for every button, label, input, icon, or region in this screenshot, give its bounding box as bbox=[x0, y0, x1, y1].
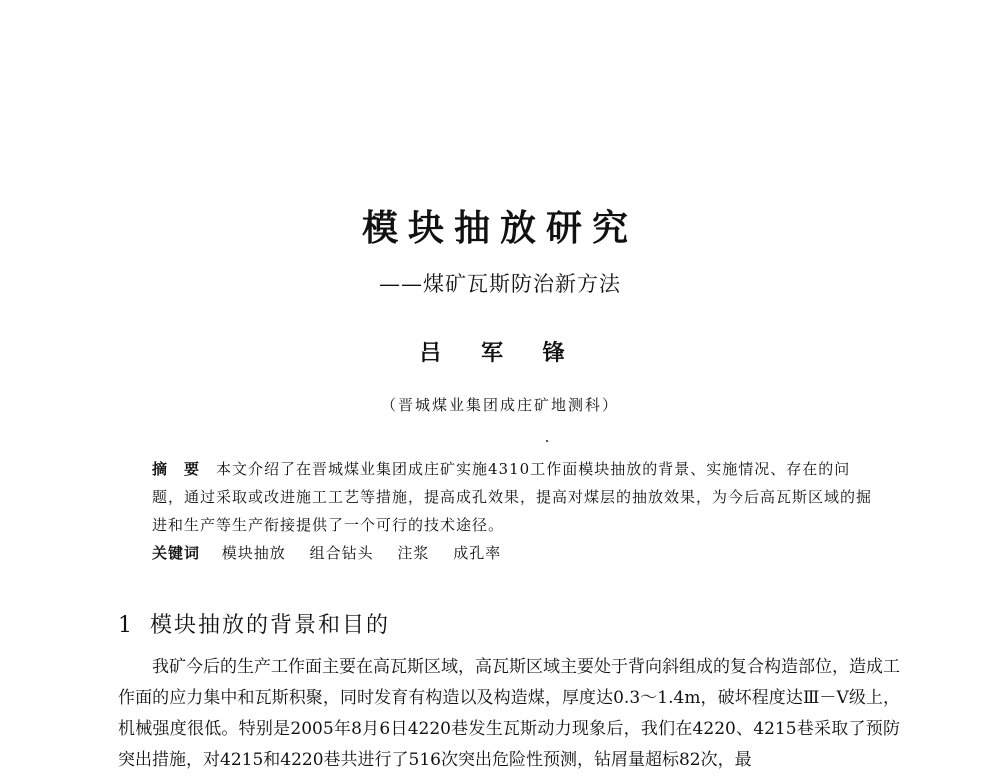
body-paragraph: 我矿今后的生产工作面主要在高瓦斯区域，高瓦斯区域主要处于背向斜组成的复合构造部位，造成工作面的应力集中和瓦斯积聚，同时发育有构造以及构造煤，厚度达0.3～1.4m，破坏程度达Ⅲ－Ⅴ级上，机械强度很低。特别是2005年8月6日4220巷发生瓦斯动力现象后，我们在4220、4215巷采取了预防突出措施，对4215和4220巷共进行了516次突出危险性预测，钻屑量超标82次，最 bbox=[118, 657, 900, 770]
author-name: 吕 军 锋 bbox=[419, 340, 581, 366]
abstract-text: 本文介绍了在晋城煤业集团成庄矿实施4310工作面模块抽放的背景、实施情况、存在的问题，通过采取或改进施工工艺等措施，提高成孔效果，提高对煤层的抽放效果，为今后高瓦斯区域的掘进和生产等生产衔接提供了一个可行的技术途径。 bbox=[152, 460, 873, 534]
section-title: 模块抽放的背景和目的 bbox=[150, 613, 391, 638]
paper-title: 模块抽放研究 bbox=[361, 207, 638, 249]
abstract-label: 摘 要 bbox=[152, 460, 201, 478]
stray-dot bbox=[546, 440, 548, 442]
keyword-item: 成孔率 bbox=[453, 544, 502, 562]
keywords-label: 关键词 bbox=[152, 544, 201, 562]
paper-subtitle: ——煤矿瓦斯防治新方法 bbox=[379, 272, 621, 296]
section-number: 1 bbox=[118, 613, 134, 638]
section-heading bbox=[118, 608, 390, 639]
author-affiliation: （晋城煤业集团成庄矿地测科） bbox=[380, 396, 619, 414]
keyword-item: 组合钻头 bbox=[309, 544, 374, 562]
keyword-item: 模块抽放 bbox=[221, 544, 286, 562]
keywords-block bbox=[152, 539, 872, 567]
keyword-item: 注浆 bbox=[397, 544, 430, 562]
abstract-block bbox=[152, 455, 872, 539]
